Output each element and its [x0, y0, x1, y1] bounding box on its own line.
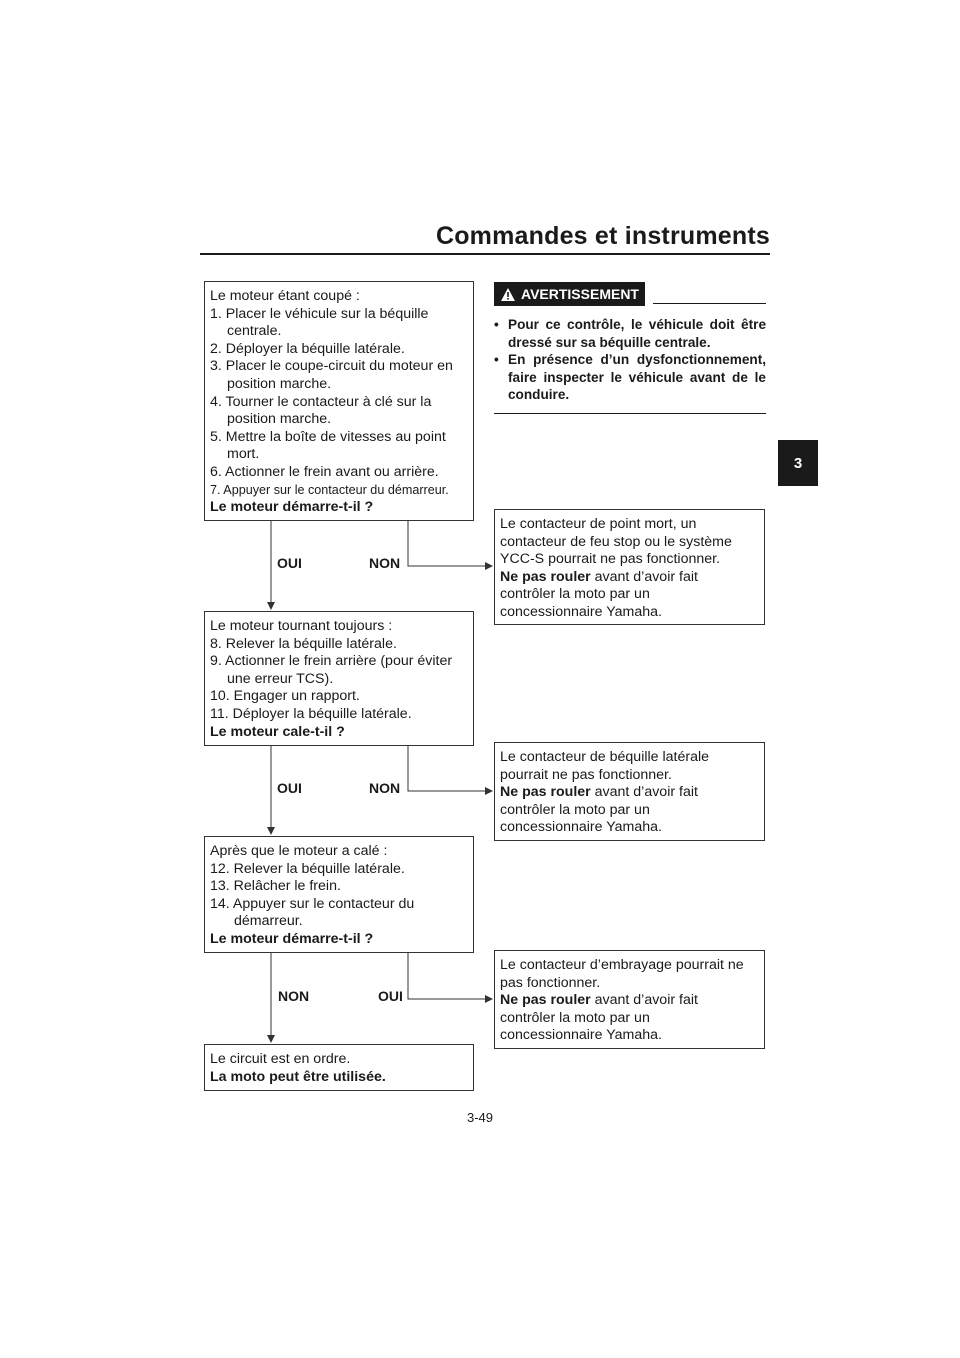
- result-box-1: [494, 509, 765, 625]
- step-line: 9. Actionner le frein arrière (pour éviter: [210, 653, 453, 670]
- step-box-3: [204, 836, 474, 953]
- warning-item-text: En présence d’un dysfonctionnement, faire inspecter le véhicule avant de le conduire.: [508, 352, 766, 403]
- step-line: une erreur TCS).: [227, 670, 334, 687]
- warning-item-text: Pour ce contrôle, le véhicule doit être dressé sur sa béquille centrale.: [508, 317, 766, 350]
- step-question: Le moteur cale-t-il ?: [210, 723, 345, 740]
- result-line: contrôler la moto par un: [500, 801, 650, 818]
- step-question: Le moteur démarre-t-il ?: [210, 499, 374, 516]
- step-line: 13. Relâcher le frein.: [210, 878, 341, 895]
- result-line: concessionnaire Yamaha.: [500, 819, 662, 836]
- step-line: 2. Déployer la béquille latérale.: [210, 340, 405, 357]
- warning-label: AVERTISSEMENT: [521, 286, 639, 302]
- result-box-3: [494, 950, 765, 1049]
- step-intro: Après que le moteur a calé :: [210, 843, 388, 859]
- result-line: YCC-S pourrait ne pas fonctionner.: [500, 551, 721, 568]
- step-line: 5. Mettre la boîte de vitesses au point: [210, 428, 446, 445]
- result-line: Le contacteur de point mort, un: [500, 516, 697, 532]
- yes-label: OUI: [277, 555, 302, 571]
- step-line: 8. Relever la béquille latérale.: [210, 635, 397, 652]
- step-line: 6. Actionner le frein avant ou arrière.: [210, 463, 439, 480]
- step-box-1: [204, 281, 474, 521]
- warning-triangle-icon: [500, 287, 516, 302]
- warning-item: [494, 316, 766, 351]
- step-line: 12. Relever la béquille latérale.: [210, 860, 405, 877]
- final-line: Le circuit est en ordre.: [210, 1051, 351, 1067]
- result-line: concessionnaire Yamaha.: [500, 1027, 662, 1044]
- bullet: •: [494, 317, 499, 332]
- result-text: avant d’avoir fait: [590, 992, 698, 1009]
- result-line: [500, 992, 758, 1010]
- no-label: NON: [369, 780, 401, 796]
- result-bold: Ne pas rouler: [500, 784, 591, 801]
- bullet: •: [494, 352, 499, 368]
- step-line: démarreur.: [234, 913, 303, 930]
- step-line: 14. Appuyer sur le contacteur du: [210, 895, 415, 912]
- result-line: Le contacteur d’embrayage pourrait ne: [500, 957, 744, 973]
- step-line: position marche.: [227, 411, 332, 428]
- warning-bottom-rule: [494, 413, 766, 414]
- result-line: concessionnaire Yamaha.: [500, 603, 662, 620]
- page-title: Commandes et instruments: [435, 222, 770, 250]
- warning-block: [494, 282, 766, 414]
- result-line: contacteur de feu stop ou le système: [500, 533, 732, 550]
- no-label: NON: [369, 555, 401, 571]
- result-line: pas fonctionner.: [500, 974, 601, 991]
- step-line: centrale.: [227, 323, 282, 340]
- final-box: [204, 1044, 474, 1091]
- result-bold: Ne pas rouler: [500, 568, 591, 585]
- yes-label: OUI: [277, 780, 302, 796]
- result-line: contrôler la moto par un: [500, 586, 650, 603]
- step-box-2: [204, 611, 474, 746]
- step-line: 4. Tourner le contacteur à clé sur la: [210, 393, 432, 410]
- step-line: 3. Placer le coupe-circuit du moteur en: [210, 358, 453, 375]
- warning-header: [494, 282, 766, 306]
- step-intro: Le moteur tournant toujours :: [210, 618, 393, 634]
- result-bold: Ne pas rouler: [500, 992, 591, 1009]
- result-line: [500, 569, 758, 587]
- step-line: mort.: [227, 446, 260, 463]
- step-line: position marche.: [227, 375, 332, 392]
- warning-body: [494, 316, 766, 404]
- step-line: 7. Appuyer sur le contacteur du démarreur.: [210, 482, 449, 497]
- result-box-2: [494, 742, 765, 841]
- yes-label: OUI: [378, 988, 403, 1004]
- step-line: 11. Déployer la béquille latérale.: [210, 705, 412, 722]
- step-line: 1. Placer le véhicule sur la béquille: [210, 305, 429, 322]
- result-line: pourrait ne pas fonctionner.: [500, 766, 672, 783]
- final-bold: La moto peut être utilisée.: [210, 1068, 386, 1085]
- result-text: avant d’avoir fait: [590, 784, 698, 801]
- result-line: Le contacteur de béquille latérale: [500, 749, 710, 765]
- step-intro: Le moteur étant coupé :: [210, 288, 360, 304]
- warning-rule: [653, 303, 766, 304]
- no-label: NON: [278, 988, 310, 1004]
- page-number: 3-49: [466, 1110, 494, 1125]
- result-text: avant d’avoir fait: [590, 568, 698, 585]
- warning-badge: [494, 282, 645, 306]
- result-line: contrôler la moto par un: [500, 1009, 650, 1026]
- result-line: [500, 784, 758, 802]
- step-line: 10. Engager un rapport.: [210, 688, 360, 705]
- step-question: Le moteur démarre-t-il ?: [210, 930, 374, 947]
- chapter-tab: 3: [778, 440, 818, 486]
- warning-item: [494, 351, 766, 404]
